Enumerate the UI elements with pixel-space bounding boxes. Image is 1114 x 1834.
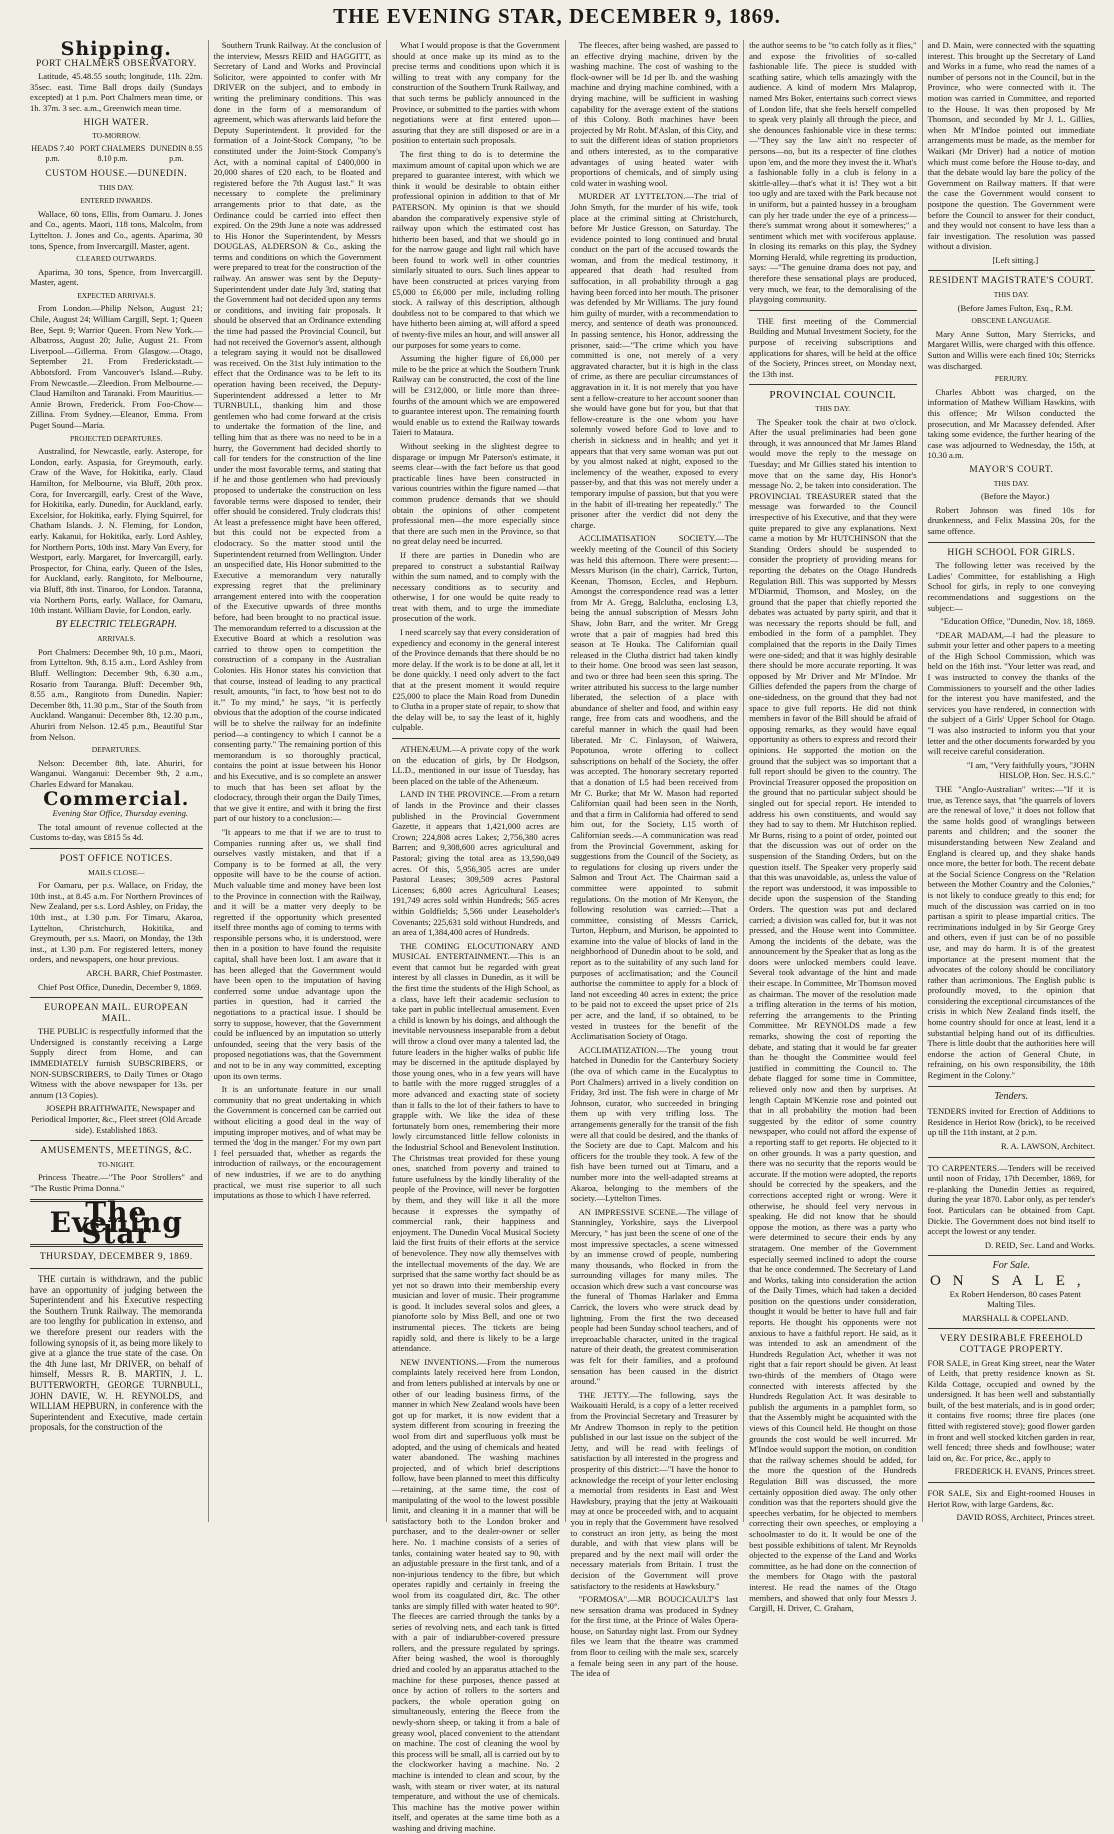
tenders-label: Tenders.: [994, 1090, 1029, 1102]
observatory-text: Latitude, 45.48.55 south; longitude, 11h. 22m. 35sec. east. Time Ball drops daily (Sundays excepted) at 1 p.m. Port Chalmers mean time, or 1h. 37m. 3 sec. a.m., Greenwich mean time.: [30, 71, 203, 113]
divider: [928, 270, 1095, 271]
on-sale-signature: MARSHALL & COPELAND.: [962, 1312, 1069, 1323]
column-4: [565, 40, 743, 1679]
column-6: [922, 40, 1100, 1522]
land-paragraph: LAND IN THE PROVINCE.—From a return of lands in the Province and their classes published in the Provincial Government Gazette, it appears that 1,421,000 acres are Crown; 224,808 acres Lakes; 2,756,380 acres Barren; and 9,308,600 acres agricultural and Pastoral; giving the total area as 13,590,049 acres. Of this, 5,956,305 acres are under Pastoral Leases; 309,509 acres Pastoral Licenses; 6,800 acres Agricultural Leases; 191,749 acres sold within Hundreds; 565 acres within Goldfields; 5,566 under Leaseholder's Covenants; 225,631 sold without Hundreds, and an area of 1,384,400 acres of Hundreds.: [392, 789, 560, 938]
mails-close-label: MAILS CLOSE—: [88, 867, 145, 877]
european-mail-signature: JOSEPH BRAITHWAITE, Newspaper and Periodical Importer, &c., Fleet street (Old Arcade side). Established 1863.: [31, 1103, 202, 1135]
entered-inwards-label: ENTERED INWARDS.: [80, 196, 153, 206]
commercial-heading: Commercial.: [43, 787, 190, 810]
high-water-title: HIGH WATER.: [83, 117, 150, 128]
freehold-signature: FREDERICK H. EVANS, Princes street.: [954, 1466, 1096, 1477]
mayor-court-title: MAYOR'S COURT.: [969, 464, 1054, 475]
mayor-court-day: THIS DAY.: [993, 478, 1029, 488]
commercial-building-notice: THE first meeting of the Commercial Building and Mutual Investment Society, for the purpose of receiving subscriptions and applications for shares, will be held at the office of the Society, Princes street, on Monday next, the 13th inst.: [749, 315, 917, 379]
sale-advert-2-signature: DAVID ROSS, Architect, Princes street.: [956, 1512, 1096, 1523]
observatory-title: PORT CHALMERS OBSERVATORY.: [35, 58, 197, 69]
commercial-text: The total amount of revenue collected at the Customs to-day, was £815 5s 4d.: [30, 821, 203, 843]
divider: [928, 1086, 1095, 1087]
obscene-text: Mary Anne Sutton, Mary Sterricks, and Margaret Willis, were charged with this offence. Sutton and Willis were each fined 10s; Sterricks was discharged.: [927, 328, 1096, 371]
european-mail-title: EUROPEAN MAIL. EUROPEAN MAIL.: [44, 1003, 189, 1024]
leader-paragraph-1: THE curtain is withdrawn, and the public have an opportunity of judging between the Superintendent and his Executive respecting the Southern Trunk Railway. The memoranda are too lengthy for publication in extenso, and we therefore present our readers with the following synopsis of it, as being more likely to give at a glance the true state of the case. On the 4th June last, Mr DRIVER, on behalf of himself, Messrs R. B. MARTIN, J. L. BUTTERWORTH, GEORGE TURNBULL, JOHN DAVIE, W. H. REYNOLDS, and WILLIAM HEPBURN, in conference with the Superintendent and Executive, made certain proposals, for the construction of the: [30, 1273, 203, 1433]
divider: [749, 384, 916, 385]
tide-dunedin: DUNEDIN 8.55 p.m.: [150, 143, 203, 164]
post-office-signature: ARCH. BARR, Chief Postmaster.: [86, 967, 203, 978]
resident-court-title: RESIDENT MAGISTRATE'S COURT.: [928, 276, 1094, 287]
projected-departures-text: Australind, for Newcastle, early. Asterope, for London, early. Aspasia, for Greymouth, early. Craw of the Wave, for Hokitika, early. Claud Hamilton, for Melbourne, via Bluff, 20th prox. Cora, for Invercargill, early. Crest of the Wave, for Hokitika, early. Dunedin, for Auckland, early. Excelsior, for Hokitika, early. Flying Squirrel, for Chatham Islands. J. N. Fleming, for London, early. Kakanui, for Hokitika, early. Lord Ashley, for Northern Ports, 10th inst. Mary Van Every, for Westport, early. Margaret, for Invercargill, early. Prospector, for China, early. Queen of the Isles, for Auckland, early. Rangitoto, for Melbourne, via Bluff, 8th inst. Tinaroo, for London. Taranna, via Northern Ports, early. Wallace, for Oamaru, 10th instant. William Davie, for London, early.: [30, 446, 203, 616]
cleared-outwards-label: CLEARED OUTWARDS.: [76, 254, 157, 264]
divider: [30, 1268, 203, 1269]
divider: [928, 1157, 1095, 1158]
resident-court-before: (Before James Fulton, Esq., R.M.: [957, 302, 1073, 313]
commercial-office: Evening Star Office, Thursday evening.: [52, 808, 189, 819]
divider: [30, 848, 203, 849]
divider: [928, 1482, 1095, 1483]
telegraph-arrivals-label: ARRIVALS.: [97, 634, 136, 644]
amusements-tonight: TO-NIGHT.: [97, 1159, 135, 1169]
high-school-signature: "I am, "Very faithfully yours, "JOHN HISLOP, Hon. Sec. H.S.C.": [966, 759, 1096, 781]
columns: [30, 38, 1100, 1833]
elocutionary-paragraph: THE COMING ELOCUTIONARY AND MUSICAL ENTERTAINMENT.—This is an event that cannot but be regarded with great interest by all classes in Dunedin, as it will be the first time the students of the High School, as a class, have left their academic seclusion to take part in public intellectual amusement. Even a child is known by his doings, and although the inevitable nervousness inseparable from a debut will throw a cloud over many a talented lad, the future leaders in the higher walks of public life may be discerned in the aptitude displayed by those young ones, who in a few years will have to battle with the more rugged struggles of a more advanced and exacting state of society than it falls to the lot of their fathers to have to grapple with. We like the idea of these fortunately born ones, remembering their more lowly circumstanced little fellow colonists in the Industrial School and Benevolent Institution. The Christmas treat provided for these young ones, snatched from poverty and trained to future usefulness by the kindly liberality of the people of the Province, will never be forgotten by them, and they will like it all the more because it expresses the sympathy of commercial rank, their happiness and enjoyment. The Dunedin Vocal Musical Society laid the first fruits of their efforts at the service of benevolence. They now ally themselves with the intellectual movements of the day. We are surprised that the same worthy fact should be as yet not so drawn into their membership every musician and lover of music. Their programme is good. It includes several solos and glees, a pianoforte solo by Miss Bell, and one or two instrumental pieces. The tickets are being rapidly sold, and there is likely to be a large attendance.: [392, 940, 560, 1354]
european-mail-text: THE PUBLIC is respectfully informed that the Undersigned is constantly receiving a Large Supply direct from Home, and can IMMEDIATELY furnish SUBSCRIBERS, or NON-SUBSCRIBERS, to Daily Times or Otago Witness with the above newspaper for 13s. per annum (13 Copies).: [30, 1026, 203, 1100]
on-sale-heading: ON SALE,: [929, 1272, 1093, 1289]
tide-port: PORT CHALMERS 8.10 p.m.: [79, 143, 146, 164]
mayor-court-text: Robert Johnson was fined 10s for drunkenness, and Felix Massina 20s, for the same offence.: [927, 504, 1096, 536]
evening-star-date: THURSDAY, DECEMBER 9, 1869.: [39, 1252, 193, 1263]
telegraph-arrivals-text: Port Chalmers: December 9th, 10 p.m., Maori, from Lyttelton. 9th, 8.15 a.m., Lord Ashley from Bluff. Wellington: December 9th, 6.30 a.m., Rosario from Tauranga. Bluff: December 9th, 8.55 a.m., Rangitoto from Dunedin. Napier: December 8th, 11.30 p.m., Star of the South from Auckland. Wanganui: December 8th, 12.30 p.m., Ahuriri from Nelson. 12.45 p.m., Beautiful Star from Nelson.: [30, 646, 203, 742]
tender-advert-1: TENDERS invited for Erection of Additions to Residence in Heriot Row (brick), to be received up till the 11th instant, at 2 p.m.: [927, 1106, 1096, 1138]
column-1: [30, 40, 208, 1522]
entered-inwards-text: Wallace, 60 tons, Ellis, from Oamaru. J. Jones and Co., agents. Maori, 118 tons, Malcolm, from Lyttelton. J. Jones and Co., agents. Aparima, 30 tons, Spence, from Invercargill. Master, agent.: [30, 208, 203, 251]
tender-advert-2: TO CARPENTERS.—Tenders will be received until noon of Friday, 17th December, 1869, for re-planking the Dunedin Jetties as required, during the year 1870. Labor only, as per tender's foot. Particulars can be obtained from Capt. Dickie. The Government does not bind itself to accept the lowest or any tender.: [927, 1162, 1096, 1237]
masthead-title: THE EVENING STAR, DECEMBER 9, 1869.: [333, 4, 781, 28]
fleeces-paragraph: The fleeces, after being washed, are passed to an effective drying machine, driven by the washing machine. The cost of washing to the flock-owner will be 1d per lb. and the washing machine and drying machine combined, with a drying machine, will be sufficient in washing capability for the average extent of the stations of this Colony. Both machines have been projected by Mr Robt. M'Aslan, of this City, and to suit the different ideas of station proprietors and others interested, as to the comparative advantages of using heated water with proportions of chemicals, and of simply using cold water in washing wool.: [570, 40, 739, 188]
leader-paragraph-3: "It appears to me that if we are to trust to Companies running after us, we shall find ourselves vastly mistaken, and that if a Company is to be formed at all, the very opposite will have to be the course of action. Much valuable time and money have been lost to the Province in connection with the Railway, and it will be a matter very deeply to be regretted if the opportunity which presented itself three months ago of coming to terms with responsible persons who, it is understood, were then in a position to have found the requisite capital, shall have been lost. I am aware that it has been alleged that the Government would have been open to the imputation of having conferred some undue advantage upon the parties in question, had it carried the negotiations to a practical issue. I should be sorry to suppose, however, that the Government could be influenced by an imputation so utterly unfounded, seeing that the very basis of the proposed negotiations was, that the Government and not to be in any way committed, excepting upon its own terms.: [213, 826, 382, 1081]
custom-house-title: CUSTOM HOUSE.—DUNEDIN.: [45, 168, 188, 179]
projected-departures-label: PROJECTED DEPARTURES.: [69, 433, 163, 443]
tide-heads: HEADS 7.40 p.m.: [31, 143, 74, 164]
perjury-text: Charles Abbott was charged, on the information of Mathew William Hawkins, with this offence; Mr Wilson conducted the prosecution, and Mr Macassey defended. After taking some evidence, the further hearing of the case was adjourned to Wednesday, the 15th, at 10.30 a.m.: [927, 386, 1096, 461]
telegraph-departures-label: DEPARTURES.: [91, 745, 141, 755]
murder-paragraph: MURDER AT LYTTELTON.—The trial of John Smyth, for the murder of his wife, took place at the criminal sitting at Christchurch, before Mr Justice Gresson, on Saturday. The evidence pointed to long continued and brutal conduct on the part of the accused towards the woman, and from the medical testimony, it appeared that death had resulted from suffocation, in all probability through a gag having been forced into her mouth. The prisoner was defended by Mr Williams. The jury found him guilty of murder, with a recommendation to mercy, and sentence of death was pronounced. In passing sentence, his Honor, addressing the prisoner, said:—"The crime which you have committed is one, not merely of a very aggravated character, but it is high in the class of crime, as there are peculiar circumstances of aggravation in it. It is not merely that you have sent a fellow-creature to her account sooner than she would have gone but for you, but that that fellow-creature is the one whom you have solemnly vowed before God to love and to cherish in sickness and in health; and yet it appears that that very same woman was put out by you almost naked at night, exposed to the inclemency of the weather, exposed to every passer-by, and that this was not merely under a temporary impulse of passion, but that you were in the habit of ill-treating her repeatedly." The prisoner after the verdict did not deny the charge.: [570, 191, 739, 530]
masthead: [0, 4, 1114, 38]
for-sale-label: For Sale.: [992, 1260, 1030, 1272]
impressive-scene-paragraph: AN IMPRESSIVE SCENE.—The village of Stanningley, Yorkshire, says the Liverpool Mercury, " has just been the scene of one of the most impressive spectacles, a scene witnessed by an immense crowd of people, numbering many thousands, who flocked in from the surrounding villages for many miles. The occasion which drew such a vast concourse was the funeral of Thomas Harlaker and Emma Carrick, the lovers who were struck dead by lightning. From the first the two deceased people had been Sunday school teachers, and of irreproachable character, united in the tragical nature of their death, the greatest commiseration was felt for their families, and a profound sensation has been caused in the district around.": [570, 1206, 739, 1387]
inventions-paragraph: NEW INVENTIONS.—From the numerous complaints lately received here from London, and from letters published at intervals by one or other of our leading business firms, of the manner in which New Zealand wools have been got up for market, it is now evident that a system different from scouring in freezing the wool from dirt and superfluous yolk must be adopted, and the using of chemicals and heated water abandoned. The washing machines projected, and of which brief descriptions follow, have been planned to meet this difficulty—retaining, at the same time, the cost of manipulating of the wool to the lowest possible limit, and cleaning it in a manner that will be satisfactory both to the London broker and purchaser, and to the dealer-owner or seller here. No. 1 machine consists of a series of tanks, containing water heated say to 90, with an adjustable pressure in the first tank, and of a non-injurious tendency to the fibre, but which operates rapidly and certainly in freeing the wool from its coagulated dirt, &c. The other tanks are simply filled with water heated to 90°. The fleeces are carried through the tanks by a series of revolving nets, and each tank is fitted with a pair of indiarubber-covered pressure rollers, and the pressure regulated by springs. After being washed, the wool is thoroughly dried and cooled by an apparatus attached to the machine for these purposes, thence passed at once by action of rollers to the sorters and packers, the whole operation going on simultaneously, entering the fleece from the newly-shorn sheep, or taking it from a bale of greasy wool, placed convenient to the attendant on machine. The cost of cleaning the wool by this process will be small, all is carried out by to the clockworker having a machine. No. 2 machine is intended to clean and scour, by the wash, with steam or river water, at its natural temperature, and without the use of chemicals. This machine has the motive power within itself, and operates at the same time both as a washing and driving machine.: [392, 1356, 560, 1833]
divider: [749, 310, 916, 311]
mayor-court-before: (Before the Mayor.): [981, 491, 1050, 502]
leader-paragraph-5: What I would propose is that the Government should at once make up its mind as to the precise terms and conditions upon which it is willing to treat with any company for the construction of the Southern Trunk Railway, and that such terms be publicly announced in the Province, or submitted to the parties with whom negotiations were at first entered upon—assuring that they are still disposed or are in a position to entertain such proposals.: [392, 40, 560, 146]
amusements-text: Princess Theatre.—"The Poor Strollers" and "The Rustic Prima Donna.": [30, 1172, 203, 1193]
divider: [392, 738, 559, 739]
post-office-title: POST OFFICE NOTICES.: [59, 853, 173, 864]
leader-paragraph-10: I need scarcely say that every consideration of expediency and economy in the general interest of the Province demands that there should be no more delay. If the work is to be done at all, let it be done quickly. I need only advert to the fact that at the present moment it would require £25,000 to place the Main Road from Dunedin to Clutha in a proper state of repair, to show that the delay will be, to say the least of it, highly culpable.: [392, 627, 560, 733]
leader-paragraph-8: Without seeking in the slightest degree to disparage or impugn Mr Paterson's estimate, it seems clear—with the fact before us that good practicable lines have been constructed in various countries within the figure named —that common prudence demands that we should obtain the opinions of other competent professional men—the more especially since that there are such men in the Province, so that no great delay need be incurred.: [392, 440, 560, 547]
shipping-heading: Shipping.: [60, 38, 172, 60]
telegraph-departures-text: Nelson: December 8th, late. Ahuriri, for Wanganui. Wanganui: December 9th, 2 a.m., Charles Edward for Manakau.: [30, 757, 203, 789]
council-day: THIS DAY.: [815, 404, 851, 413]
divider: [928, 1255, 1095, 1256]
anglo-australian-paragraph: THE "Anglo-Australian" writes:—"If it is true, as Terence says, that "the quarrels of lovers are the renewal of love," it does not follow that the same holds good of wranglings between parents and children; and the sooner the misunderstanding between New Zealand and England is cleared up, and they shake hands once more, the better for both. The recent debate at the Social Science Congress on the "Relation between the Mother Country and the Colonies," is not likely to conduce greatly to this end; for much of the discussion was carried on in too partisan a spirit to please impartial critics. The recriminations indulged in by Sir George Grey and others, even if just can be of no possible use, and may do harm. It is of the greatest importance at the present moment that the advocates of the colony should be conciliatory rather than acrimonious. The English public is profoundly moved, to the opinion that considering the exceptional circumstances of the crisis in which New Zealand finds itself, the home country should for once at least, lend it a substantial helping hand out of its difficulties. There is little doubt that the authorities here will endorse the action of General Chute, in refraining, on his own responsibility, the 18th Regiment in the Colony.": [927, 784, 1096, 1081]
jetty-paragraph: THE JETTY.—The following, says the Waikouaiti Herald, is a copy of a letter received from the Provincial Secretary and Treasurer by Mr Andrew Thomson in reply to the petition published in our last issue on the subject of the Jetty, and will be read with feelings of satisfaction by all interested in the progress and prosperity of this district:—"I have the honor to acknowledge the receipt of your letter enclosing a memorial from residents in East and West Hawksbury, praying that the jetty at Waikouaiti may at once be proceeded with, and to acquaint you in reply that the Government have resolved to construct an iron jetty, as being the most durable, and with that view plans will be prepared and by the next mail will order the necessary materials from Britain. I trust the decision of the Government will prove satisfactory to the residents at Hawksbury.": [570, 1389, 739, 1591]
acclimatisation-paragraph: ACCLIMATISATION SOCIETY.—The weekly meeting of the Council of this Society was held this afternoon. There were present:—Messrs Murison (in the chair), Carrick, Turton, Keenan, Thomson, Eccles, and Hepburn. Amongst the correspondence read was a letter from Mr A. Gregg, Balclutha, enclosing L3, being the annual subscription of Messrs John Shaw, John Barr, and the writer. Mr Gregg wrote that a pair of magpies had bred this season at Te Houka. The Californian quail released in the Clutha district had taken kindly to their home. One brood was seen last season, and two or three had been seen this spring. The writer attributed his success to the large number liberated, the selection of a place with abundance of shelter and food, and within easy range, free from cats and woodhens, and the careful manner in which the quail had been liberated. Mr C. Finlayson, of Waiwera, Popotunoa, wrote offering to collect subscriptions on behalf of the Society, the offer was accepted. The honorary secretary reported that a donation of L5 had been received from Mr C. Burke; that Mr W. Mason had reported Californian quail had been seen in the North, and that a firm in California had offered to send him out, for the Society, L15 worth of Californian seeds.—A communication was read from the Provincial Government, asking for suggestions from the Council of the Society, as to regulations for closing up rivers under the Salmon and Trout Act. The Chairman said a committee were appointed to submit regulations. On the motion of Mr Kenyon, the following resolution was carried:—That a committee, consisting of Messrs Carrick, Turton, Hepburn, and Murison, be appointed to examine into the value of blocks of land in the neighborhood of Dunedin about to be sold, and report as to the suitability of any such land for purposes of acclimatisation; and the Council authorise the committee to apply for a block of land not exceeding 40 acres in extent; the price to be paid not to exceed the upset price of 21s per acre, and the land, if so obtained, to be vested in trustees for the benefit of the Acclimatisation Society of Otago.: [570, 533, 739, 1042]
custom-house-day: THIS DAY.: [98, 182, 134, 192]
formosa-continued: the author seems to be "to catch folly as it flies," and expose the frivolities of so-called fashionable life. The piece is studded with scathing satire, which tells amazingly with the audience. A kind of modern Mrs Malaprop, named Mrs Boker, entertains such correct views of London life, that she feels herself compelled to speak very plainly all through the piece, and she denounces fashionable vice in these terms:—"They say the law ain't no respecter of persons—no, but its a respecter of fine clothes upon 'em, and the more they invest the it. What's a fashionable folly in a club is felony in a skittle-alley—that's what it is! They wot a bit too ugly and are taxed with the Park because not in uniform, but a painted hussey in a brougham can ply her trade under the eye of a princess—there's summat wrong about it somewheres;" a sentiment which met with vociferous applause. In closing its remarks on this play, the Sydney Morning Herald, while regretting its production, says: —"The genuine drama does not pay, and therefore these sensational plays are produced, very much, we fear, to the demoralising of the playgoing community.: [749, 40, 917, 305]
leader-paragraph-7: Assuming the higher figure of £6,000 per mile to be the price at which the Southern Trunk Railway can be constructed, the cost of the line will be £312,000, or little more than three-fourths of the amount which we are empowered to guarantee interest upon. The remaining fourth would enable us to extend the Railway towards Taieri to Mataura.: [392, 353, 560, 438]
high-school-office: "Education Office, "Dunedin, Nov. 18, 1869.: [940, 616, 1096, 627]
tomorrow-label: TO-MORROW.: [92, 131, 141, 141]
freehold-text: FOR SALE, in Great King street, near the Water of Leith, that pretty residence known as St. Kilda Cottage, occupied and owned by the undersigned. It has been well and substantially built, of the best materials, and is in good order; it contains five rooms; three fire places (one fitted with registered stove); good flower garden in front and well stocked kitchen garden in rear, well fenced; three sheds and fowlhouse; water laid on, &c. For price, &c., apply to: [927, 1357, 1096, 1463]
freehold-title: VERY DESIRABLE FREEHOLD COTTAGE PROPERTY.: [939, 1334, 1083, 1355]
column-5: [743, 40, 921, 1614]
leader-paragraph-9: If there are parties in Dunedin who are prepared to construct a substantial Railway within the sum named, and to comply with the necessary conditions as to security and otherwise, I for one would be quite ready to treat with them, and to urge the immediate prosecution of the work.: [392, 549, 560, 624]
athenaeum-paragraph: ATHENÆUM.—A private copy of the work on the education of girls, by Dr Hodgson, LL.D., mentioned in our issue of Tuesday, has been placed on the table of the Athenæum.: [392, 744, 560, 786]
formosa-paragraph: "FORMOSA".—MR BOUCICAULT'S last new sensation drama was produced in Sydney for the first time, at the Prince of Wales Opera-house, on Saturday night last. From our Sydney files we learn that the theatre was crammed from floor to ceiling with the male sex, scarcely a female being seen in any part of the house. The idea of: [570, 1594, 739, 1679]
post-office-dateline: Chief Post Office, Dunedin, December 9, 1869.: [38, 981, 202, 992]
high-school-intro: The following letter was received by the Ladies' Committee, for establishing a High School for girls, in reply to one conveying recommendations and suggestions on the subject:—: [927, 560, 1096, 613]
leader-paragraph-4: It is an unfortunate feature in our small community that no great undertaking in which the Government is concerned can be carried out without eliciting a good deal in the way of imputing improper motives, and of what may be termed the 'dog in the manger.' For my own part I feel persuaded that, whether as regards the introduction of railways, or the encouragement of new industries, if we are to do anything practical, we must rise superior to all such imputations as those to which I have referred.: [213, 1084, 382, 1201]
expected-arrivals-text: From London.—Philip Nelson, August 21; Chile, August 24; William Cargill, Sept. 1; Queen Bee, Sept. 9; Warrior Queen. From New York.—Albatross, August 20; Julie, August 21. From Liverpool.—Gillerma. From Glasgow.—Otago, September 21. From Frederickstadt.—Abbotsford. From Vancouver's Island.—Ruby. From Newcastle.—Zleedion. From Melbourne.—Claud Hamilton and Taranaki. From Mauritius.—Annie Brown, Frederick. From Foo-Chow—Zillina. From Sydney.—Eleanor, Emma. From Puget Sound—Maria.: [30, 303, 203, 430]
tide-table: [30, 144, 203, 165]
on-sale-text: Ex Robert Henderson, 80 cases Patent Malting Tiles.: [949, 1288, 1081, 1310]
post-office-text: For Oamaru, per p.s. Wallace, on Friday, the 10th inst., at 8.45 a.m. For Northern Provinces of New Zealand, per s.s. Lord Ashley, on Friday, the 10th inst., at 1.30 p.m. For Timaru, Akaroa, Lyttelton, Christchurch, Hokitika, and Greymouth, per s.s. Maori, on Monday, the 13th inst., at 1.30 p.m. For registered letters, money orders, and newspapers, one hour previous.: [30, 880, 203, 965]
council-report: The Speaker took the chair at two o'clock. After the usual preliminaries had been gone through, it was announced that Mr James Bland would move the reply to the message on Tuesday; and Mr Gillies stated his intention to move that on the same day, His Honor's message No. 2, be taken into consideration. The PROVINCIAL TREASURER stated that the message was forwarded to the Council irrespective of his Executive, and that they were quite prepared to give any explanations. Next came a motion by Mr HUTCHINSON that the Standing Orders should be suspended to consider the propriety of providing means for reporting the debates on the Otago Hundreds Regulation Bill. This was supported by Messrs M'Diarmid, Thomson, and Mosley, on the ground that the paper that chiefly reported the debates was actuated by party spirit, and that it was necessary the reports should be full, and embodied in the form of a pamphlet. They complained that the reports in the Daily Times were one-sided; and that it was highly desirable there should be more accurate reporting. It was opposed by Mr Driver and Mr M'Indoe. Mr Gillies defended the papers from the charge of one-sidedness, on the ground that they had not space to give full reports. He did not think members in favor of the Bill should be afraid of opposing remarks, as they would have equal opportunity as others to express and record their opinions. He supported the motion on the ground that the subject was so important that a full report should be given to the country. The Provincial Treasurer opposed the proposition on the ground that no particular subject should be singled out for special report. He intended to address his own constituents, and would say they had to say to them. Mr Hutchison replied. Mr Burns, rising to a point of order, pointed out that the discussion was out of order on the suspension of the Standing Orders, but on the question itself. The Speaker very properly said that this was unavoidable, as, unless the value of the report was understood, it was impossible to decide upon the suspension of the Standing Orders. The question was put and declared carried; a division was called for, but it was not pressed, and the House went into Committee. Among the incidents of the debate, was the announcement by the Speaker that as long as the doors were unlocked members could leave. Several took advantage of the hint and made their escape. In Committee, Mr Thomson moved as chairman. The mover of the resolution made a trifling alteration in the terms of his motion, referring the arrangements to the Printing Committee. Mr REYNOLDS made a few remarks, showing the cost of reporting the debate, and stating that it would be far greater than he thought the Committee would feel justified in committing the Council to. The debate flagged for some time in Committee, relieved only now and then by surprises. At length Captain M'Kenzie rose and pointed out that in all probability the motion had been suggested by the editor of some country newspaper, who could not afford the expense of a reporting staff to get reports. He objected to it on other grounds. It was a party question, and there was no security that the reports would be accurate. If the motion were adopted, the reports should be corrected by the speakers, and the corrections accepted right or wrong. Were it otherwise, he should feel very nervous in speaking. He did not know that he should oppose the motion, as there was a party who were determined to secure their ends by any stratagem. One member of the Government especially seemed inclined to adopt the course that he once condemned. The Secretary of Land and Works, taking into consideration the action of the Daily Times, which had taken a decided position on the questions under consideration, thought it would be better to have full and fair reports. He thought his opponents were not anxious to have a faithful report. He said, as it was intended to ask an amendment of the Hundreds Regulation Act, whether it was not right that a fair report should be given. At least two-thirds of the members of Otago were connected with interests affected by the Hundreds Regulation Act. It was desirable to publish the arguments in a pamphlet form, so that the Assembly might be acquainted with the views of this Council held. He thought on those grounds the cost would be well incurred. Mr M'Indoe would support the motion, on condition that the railway schemes should be added, for the more the question of the Hundreds Regulation Bill was discussed, the more certainly opposition died away. The only other condition was that the reporters should give the speeches verbatim, for he objected to members correcting their own speeches, or employing a schoolmaster to do it. It would be one of the best possible exhibitions of talent. Mr Reynolds objected to the expense of the Land and Works committee, as he had done on the connection of the members for Otago with the pastoral interest. He read the names of the Otago members, and showed that only four Messrs J. Cargill, H. Driver, C. Graham,: [749, 416, 917, 1614]
high-school-title: HIGH SCHOOL FOR GIRLS.: [947, 547, 1076, 558]
acclimatization-paragraph: ACCLIMATIZATION.—The young trout hatched in Dunedin for the Canterbury Society (the ova of which came in the Eucalyptus to Port Chalmers) arrived in a lively condition on Friday, 3rd inst. The fish were in charge of Mr Johnson, curator, who succeeded in bringing them up with very trifling loss. The arrangements generally for the transit of the fish were all that could be desired, and the thanks of the Society are due to Capt. Malcom and his officers for the trouble they took. A few of the fish have been turned out at Timaru, and a number more into the well-adapted streams at Akaroa, belonging to the members of the society.—Lyttelton Times.: [570, 1044, 739, 1204]
tender-advert-2-signature: D. REID, Sec. Land and Works.: [984, 1239, 1096, 1250]
cleared-outwards-text: Aparima, 30 tons, Spence, from Invercargill. Master, agent.: [30, 266, 203, 288]
sale-advert-2: FOR SALE, Six and Eight-roomed Houses in Heriot Row, with large Gardens, &c.: [927, 1488, 1096, 1509]
divider: [30, 997, 203, 998]
perjury-label: PERJURY.: [994, 374, 1028, 384]
divider: [928, 542, 1095, 543]
resident-court-day: THIS DAY.: [993, 290, 1029, 300]
evening-star-title: The Evening Star: [49, 1195, 183, 1250]
high-school-letter: "DEAR MADAM,—I had the pleasure to submit your letter and other papers to a meeting of the High School Commission, which was held on the 16th inst. "Your letter was read, and I was instructed to convey the thanks of the Commissioners to yourself and the other ladies for the interest you have manifested, and the services you have rendered, in connection with the subject of a Girls' Upper School for Otago. "I was also instructed to inform you that your letter and the other documents forwarded by you will receive careful consideration.: [927, 629, 1096, 757]
amusements-title: AMUSEMENTS, MEETINGS, &C.: [40, 1146, 193, 1157]
expected-arrivals-label: EXPECTED ARRIVALS.: [77, 290, 156, 300]
council-continued: and D. Main, were connected with the squatting interest. This brought up the Secretary of Land and Works in a fume, who read the names of a number of persons not in the Council, but in the Province, who were connected with it. The motion was carried in Committee, and reported to the House. It was then proposed by Mr Thomson, and seconded by Mr J. L. Gillies, when Mr M'Indoe pointed out immediate arrangements must be made, as the member for Waikari (Mr Driver) had a notice of motion which must come before the House to-day, and that the debate would lay bare the policy of the Government on Railway matters. If that were the case the Government would consent to postpone the question. The Government were before the Council to answer for their conduct, and they would not consent to have less than a fair investigation. The resolution was passed without a division.: [927, 40, 1096, 252]
tender-advert-1-signature: R. A. LAWSON, Architect.: [1000, 1141, 1096, 1151]
leader-paragraph-2: Southern Trunk Railway. At the conclusion of the interview, Messrs REID and HAGGITT, as Secretary of Land and Works and Provincial Solicitor, were appointed to confer with Mr DRIVER on the subject, and to embody in writing the preliminary conditions. This was done in the form of a memorandum of agreement, which was afterwards laid before the Deputy Superintendent. It provided for the formation of a Joint-Stock Company, "to be constituted under the Joint-Stock Company's Act, with a nominal capital of £400,000 in 20,000 shares of £20 each, to be floated and registered before the 7th August last." It was necessary to complete the preliminary arrangements prior to that date, as the Ordinance could be carried into effect then expired. On the 29th June a note was addressed to His Honor the Superintendent, by Messrs DOUGLAS, ALDERSON & Co., asking the terms and conditions on which the Government were prepared to treat for the construction of the railway. An answer was sent by the Deputy-Superintendent under date July 3rd, stating that the Government had not decided upon any terms or conditions, and inviting fair proposals. It should be observed that an Ordinance extending the time had passed the Provincial Council, but had not received the Governor's assent, although a telegram saying it would not be disallowed was received. On the 31st July intimation to the effect that the Ordinance was to be left to its operation having been received, the Deputy-Superintendent addressed a letter to Mr TURNBULL, thanking him and those gentlemen who had come forward at the crisis to undertake the formation of the line, and telling him that as there was no need to be in a hurry, the Government had decided shortly to call for tenders for the construction of the line under the most favorable terms, and stating that if he and those gentlemen who had previously proposed to undertake the construction on less favorable terms were disposed to tender, their offer should be considered. Truly clodcrats this! At least a prefessence might have been offered, but this could not be expected from a clodocracy. So the matter stood until the Superintendent returned from Wellington. Under an unspecified date, His Honor submitted to the Executive a memorandum very naturally expressing regret that the preliminary arrangement entered into with the cooperation of the Executive upwards of three months before, had been brought to no practical issue. The memorandum referred to a discussion at the Executive Board at which a resolution was carried to throw open to competition the construction of a company in the Australian Colonies. His Honor states his conviction that that course, instead of leading to any practical result, amounts, "in fact, to 'how best not to do it.'" To my mind," he says, "it is perfectly obvious that the adoption of the course indicated will be to shelve the railway for an indefinite period—a contingency to which I cannot be a consenting party." The remaining portion of this memorandum is so thoroughly practical, contains the point at issue between his Honor and his Executive, and is so complete an answer to much that has been set afloat by the clodocracy, through their organ the Daily Times, that we give it entire, and with it bring the first part of our history to a conclusion:—: [213, 40, 382, 824]
divider: [928, 1328, 1095, 1329]
column-2: [208, 40, 386, 1522]
obscene-label: OBSCENE LANGUAGE.: [971, 316, 1052, 326]
telegraph-title: BY ELECTRIC TELEGRAPH.: [55, 618, 177, 630]
council-title: PROVINCIAL COUNCIL: [769, 389, 897, 402]
left-sitting: [Left sitting.]: [992, 254, 1039, 265]
column-3: [386, 40, 564, 1833]
divider: [30, 1140, 203, 1141]
leader-paragraph-6: The first thing to do is to determine the maximum amount of capital upon which we are prepared to guarantee interest, with which we think it would be desirable to obtain either professional opinion in addition to that of Mr PATERSON. My opinion is that we should abandon the comparatively expensive style of railway upon which the estimated cost has hitherto been based, and that we should go in for the narrow gauge and light rail which have been found to work well in other countries similarly situated to ours. Such lines appear to have been constructed at prices varying from £5,000 to £6,000 per mile, including rolling stock. A railway of this description, although doubtless not to be compared to that which we have hitherto been aiming at, will afford a speed of twenty-five miles an hour, and will answer all our purposes for some years to come.: [392, 148, 560, 350]
